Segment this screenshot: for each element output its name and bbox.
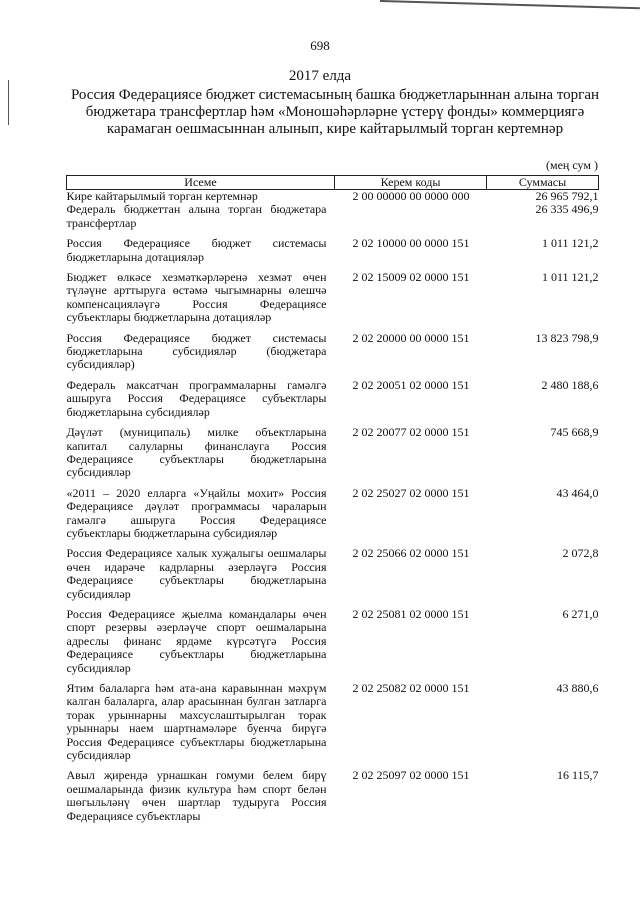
row-name: Дәүләт (муниципаль) милке объектларына капитал салуларны финанслауга Россия Федерациясе субъектлары бюджетларына субсидияләр xyxy=(66,425,327,480)
row-amount: 1 011 121,2 xyxy=(541,236,599,251)
row-amount: 43 464,0 xyxy=(556,485,599,500)
row-name: Ятим балаларга һәм ата-ана каравыннан мәхрүм калган балаларга, алар арасыннан булган затларга торак урыннарны махсуслаштырылган торак урыннары наем шартнамәләре буенча бирүгә Россия Федерациясе субъектлары бюджетларына субсидияләр xyxy=(66,681,327,763)
row-code xyxy=(335,203,487,237)
row-code: 2 02 25082 02 0000 151 xyxy=(352,681,470,695)
row-name: Россия Федерациясе бюджет системасы бюджетларына дотацияләр xyxy=(66,236,327,264)
table-row xyxy=(67,190,599,204)
row-name: Федераль максатчан программаларны гамәлгә ашыруга Россия Федерациясе субъектлары бюджетларына субсидияләр xyxy=(66,377,327,419)
row-amount: 16 115,7 xyxy=(556,768,599,783)
year-heading: 2017 елда xyxy=(288,68,352,84)
scan-edge-top xyxy=(380,0,640,9)
row-code: 2 02 20000 00 0000 151 xyxy=(352,330,470,345)
table-row xyxy=(67,332,599,379)
row-amount: 13 823 798,9 xyxy=(535,330,599,345)
table-row xyxy=(67,237,599,271)
row-name: Россия Федерациясе җыелма командалары өчен спорт резервы әзерләүче спорт оешмаларына адреслы финанс ярдәме күрсәтүгә Россия Федерациясе субъектлары бюджетларына субсидияләр xyxy=(66,606,327,675)
table-row xyxy=(67,271,599,332)
row-name: Бюджет өлкәсе хезмәткәрләренә хезмәт өчен түләүне арттыруга өстәмә чыгымнарны өлешчә компенсацияләүгә Россия Федерациясе субъектлары бюджетларына дотацияләр xyxy=(66,270,327,325)
table-row xyxy=(67,769,599,830)
table-row xyxy=(67,682,599,769)
row-name: Россия Федерациясе бюджет системасы бюджетларына субсидияләр (бюджетара субсидияләр) xyxy=(66,330,327,372)
table-row xyxy=(67,379,599,426)
row-amount: 26 335 496,9 xyxy=(535,202,599,217)
scan-edge-left xyxy=(8,80,9,125)
row-name: Авыл җирендә урнашкан гомуми белем бирү оешмаларында физик культура һәм спорт белән шөгыльләнү өчен шартлар тудыруга Россия Федерациясе субъектлары xyxy=(66,768,327,823)
document-title: Россия Федерациясе бюджет системасының башка бюджетларыннан алына торган бюджетара трансфертлар һәм «Моношәһәрләрне үстерү фонды» коммерциягә карамаган оешмасыннан алынып, кире кайтарылмый торган кертемнәр xyxy=(70,87,600,137)
row-amount: 1 011 121,2 xyxy=(541,270,599,285)
table-row xyxy=(67,608,599,682)
table-row xyxy=(67,547,599,608)
table-row xyxy=(67,203,599,237)
row-code: 2 02 25027 02 0000 151 xyxy=(352,485,470,500)
budget-table xyxy=(66,175,599,830)
row-code: 2 02 10000 00 0000 151 xyxy=(352,236,470,251)
row-amount: 43 880,6 xyxy=(556,681,599,695)
row-code: 2 00 00000 00 0000 000 xyxy=(352,189,470,203)
row-code: 2 02 20051 02 0000 151 xyxy=(352,377,470,392)
row-name: Федераль бюджеттан алына торган бюджетара трансфертлар xyxy=(66,202,327,230)
column-header-code: Керем коды xyxy=(335,176,487,190)
row-amount: 2 072,8 xyxy=(562,546,599,561)
row-code: 2 02 20077 02 0000 151 xyxy=(352,425,470,440)
row-amount: 26 965 792,1 xyxy=(535,189,599,203)
row-name: Кире кайтарылмый торган кертемнәр xyxy=(66,189,258,203)
column-header-amount: Суммасы xyxy=(487,176,599,190)
row-name: Россия Федерациясе халык хуҗалыгы оешмалары өчен идарәче кадрларны әзерләүгә Россия Федерациясе субъектлары бюджетларына субсидияләр xyxy=(66,546,327,601)
row-code: 2 02 25097 02 0000 151 xyxy=(352,768,470,783)
column-header-name: Исеме xyxy=(67,176,335,190)
row-amount: 2 480 188,6 xyxy=(541,377,599,392)
row-code: 2 02 25081 02 0000 151 xyxy=(352,606,470,621)
table-header-row xyxy=(67,176,599,190)
page-number: 698 xyxy=(310,38,330,53)
table-row xyxy=(67,487,599,548)
row-amount: 745 668,9 xyxy=(550,425,599,440)
table-row xyxy=(67,426,599,487)
unit-label: (мең сум ) xyxy=(546,158,598,172)
row-name: «2011 – 2020 елларга «Уңайлы мохит» Россия Федерациясе дәүләт программасы чараларын гамәлгә ашыруга Россия Федерациясе субъектлары бюджетларына субсидияләр xyxy=(66,485,327,540)
row-code: 2 02 25066 02 0000 151 xyxy=(352,546,470,561)
row-amount: 6 271,0 xyxy=(562,606,599,621)
row-code: 2 02 15009 02 0000 151 xyxy=(352,270,470,285)
